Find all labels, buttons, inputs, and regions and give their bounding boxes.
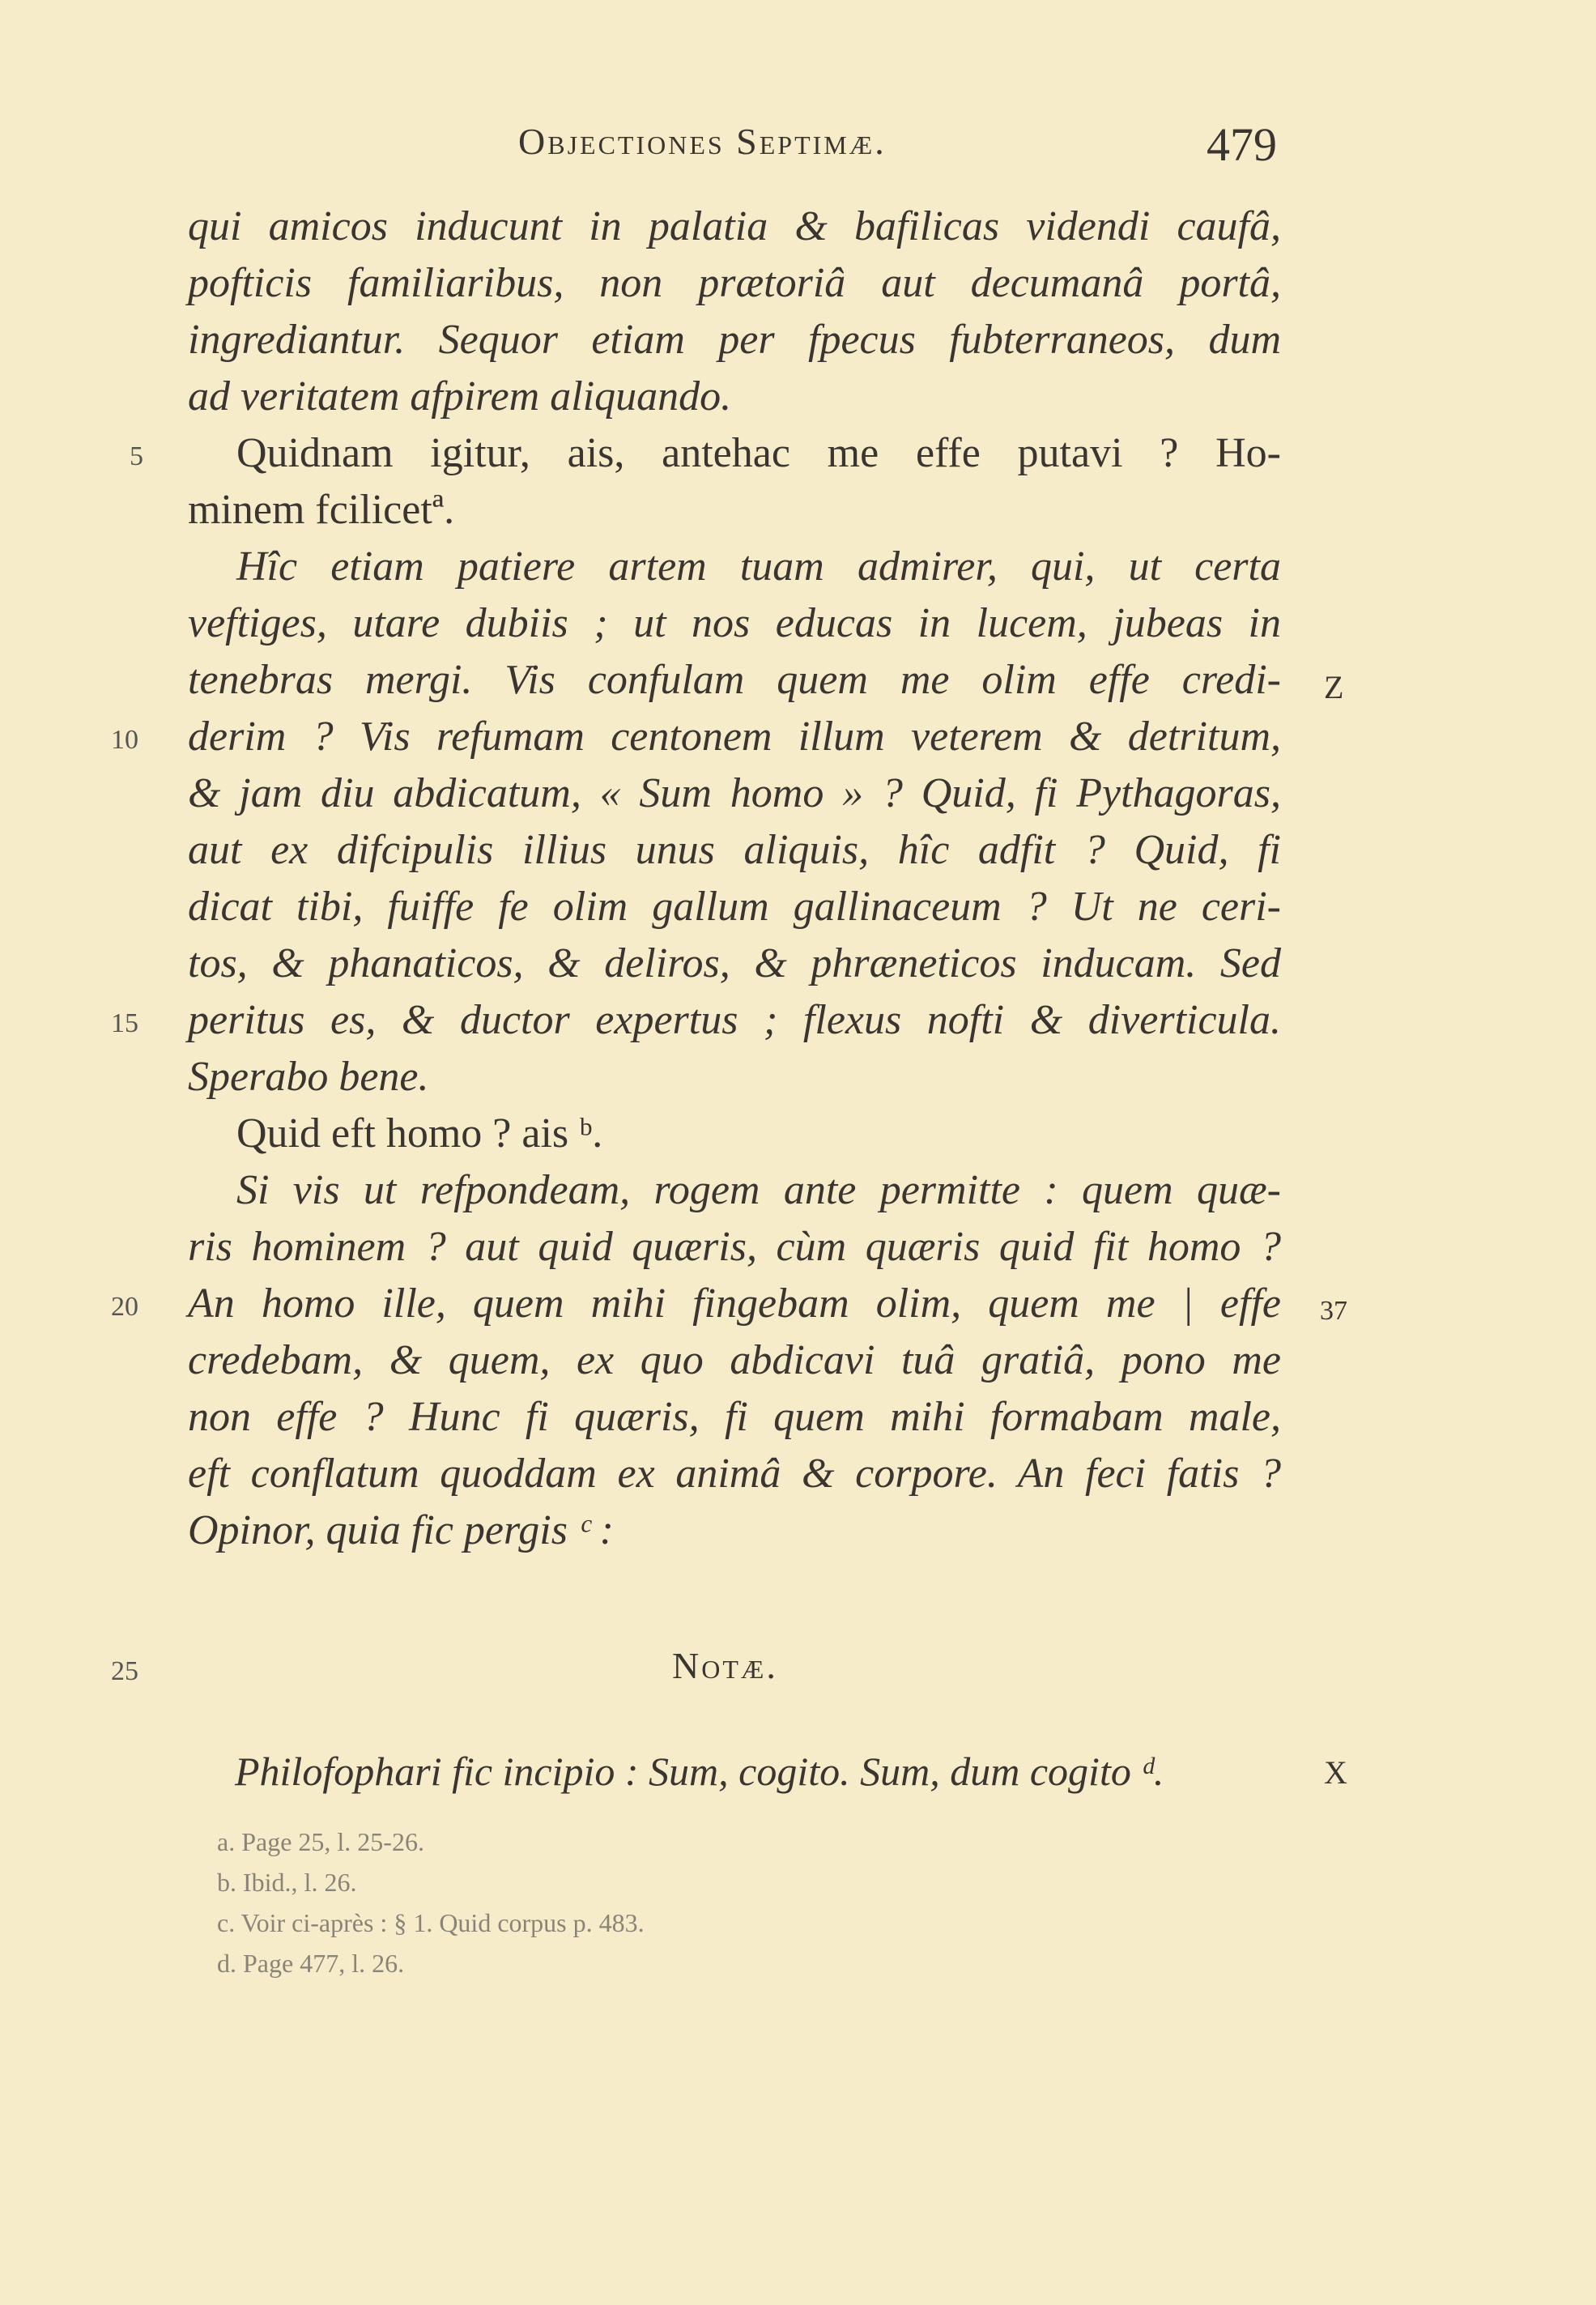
margin-mark: 37 (1320, 1296, 1347, 1326)
footnote: a. Page 25, l. 25-26. (217, 1827, 424, 1856)
text-line: tos, & phanaticos, & deliros, & phræneticos inducam. Sed (188, 940, 1281, 986)
page-number: 479 (1207, 118, 1277, 171)
line-number: 15 (111, 1008, 138, 1038)
running-head: Objectiones Septimæ. (518, 121, 887, 162)
text-line: aut ex difcipulis illius unus aliquis, hîc adfit ? Quid, fi (188, 827, 1281, 873)
footnote: d. Page 477, l. 26. (217, 1949, 405, 1978)
text-line: Si vis ut refpondeam, rogem ante permitte : quem quæ- (236, 1167, 1281, 1213)
text-line: Quid eft homo ? ais ᵇ. (236, 1110, 603, 1157)
text-line: Sperabo bene. (188, 1054, 429, 1100)
text-line: non effe ? Hunc fi quæris, fi quem mihi formabam male, (188, 1394, 1281, 1440)
text-line: ris hominem ? aut quid quæris, cùm quæris quid fit homo ? (188, 1224, 1281, 1270)
text-line: ad veritatem afpirem aliquando. (188, 373, 732, 420)
line-number: 10 (111, 725, 138, 755)
margin-mark: X (1324, 1754, 1347, 1791)
footnote: c. Voir ci-après : § 1. Quid corpus p. 483. (217, 1908, 645, 1937)
notae-text: Philofophari fic incipio : Sum, cogito. Sum, dum cogito ᵈ. (235, 1749, 1164, 1794)
text-line: qui amicos inducunt in palatia & bafilicas videndi caufâ, (188, 203, 1281, 249)
text-line: pofticis familiaribus, non prætoriâ aut decumanâ portâ, (188, 260, 1281, 306)
line-number: 20 (111, 1292, 138, 1322)
text-line: veftiges, utare dubiis ; ut nos educas in lucem, jubeas in (188, 600, 1281, 646)
text-line: ingrediantur. Sequor etiam per fpecus fubterraneos, dum (188, 317, 1281, 363)
line-number: 25 (111, 1656, 138, 1686)
text-line: credebam, & quem, ex quo abdicavi tuâ gratiâ, pono me (188, 1337, 1281, 1383)
text-line: derim ? Vis refumam centonem illum veterem & detritum, (188, 714, 1281, 760)
text-line: eft conflatum quoddam ex animâ & corpore. An feci fatis ? (188, 1451, 1281, 1497)
text-line: Quidnam igitur, ais, antehac me effe putavi ? Ho- (236, 430, 1281, 476)
text-line: peritus es, & ductor expertus ; flexus nofti & diverticula. (188, 997, 1281, 1043)
text-line: tenebras mergi. Vis confulam quem me olim effe credi- (188, 657, 1281, 703)
notae-heading: Notæ. (672, 1645, 778, 1686)
line-number: 5 (130, 441, 143, 471)
text-line: Hîc etiam patiere artem tuam admirer, qui, ut certa (236, 543, 1281, 590)
text-line: minem fcilicetª. (188, 487, 455, 533)
text-line: An homo ille, quem mihi fingebam olim, quem me | effe (188, 1280, 1281, 1327)
footnote: b. Ibid., l. 26. (217, 1868, 357, 1897)
text-line: & jam diu abdicatum, « Sum homo » ? Quid, fi Pythagoras, (188, 770, 1281, 816)
margin-mark: Z (1324, 669, 1344, 705)
text-line: Opinor, quia fic pergis ᶜ : (188, 1507, 614, 1553)
text-line: dicat tibi, fuiffe fe olim gallum gallinaceum ? Ut ne ceri- (188, 884, 1281, 930)
